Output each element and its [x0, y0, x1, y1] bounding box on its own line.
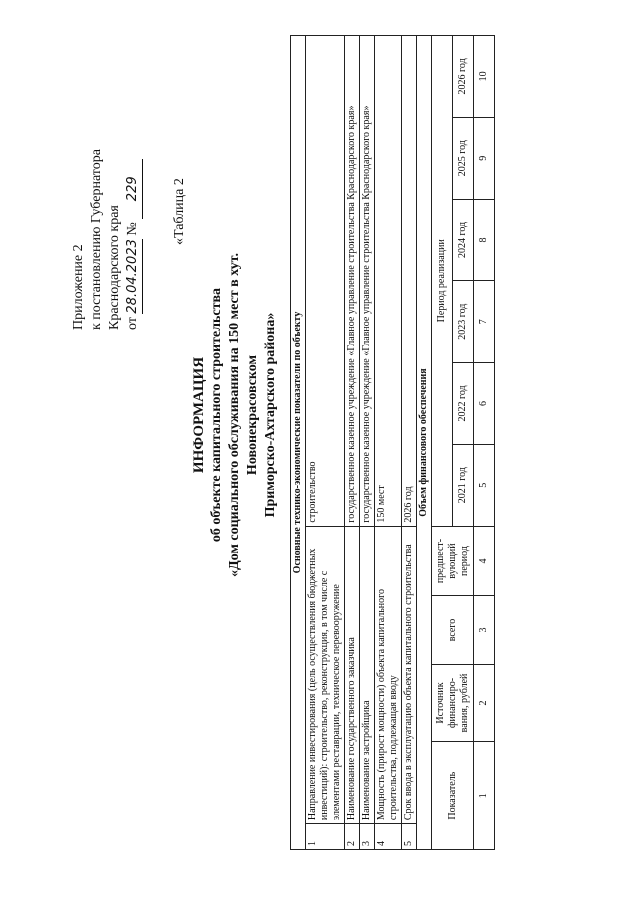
column-number: 10	[474, 36, 495, 118]
table-label: «Таблица 2	[172, 178, 187, 245]
table-row	[345, 36, 360, 850]
number-value: 229	[124, 159, 143, 219]
heading-line-4: Приморско-Ахтарского района»	[263, 312, 278, 518]
row-value: 2026 год	[402, 36, 417, 527]
column-number: 9	[474, 117, 495, 199]
section-2-row	[417, 36, 432, 850]
column-number: 2	[474, 664, 495, 742]
row-label: Срок ввода в эксплуатацию объекта капитального строительства	[402, 526, 417, 824]
header-year: 2022 год	[453, 363, 474, 445]
row-label: Мощность (прирост мощности) объекта капитального строительства, подлежащая вводу	[375, 526, 402, 824]
appendix-line-3: Краснодарского края	[107, 205, 122, 330]
row-value: государственное казенное учреждение «Главное управление строительства Краснодарского края»	[360, 36, 375, 527]
column-number: 1	[474, 742, 495, 850]
column-numbers-row	[474, 36, 495, 850]
column-number: 3	[474, 596, 495, 664]
number-prefix: №	[125, 222, 140, 236]
object-info-table	[290, 35, 495, 850]
row-label: Наименование государственного заказчика	[345, 526, 360, 824]
table-row	[306, 36, 345, 850]
row-label: Направление инвестирования (цель осуществления бюджетных инвестиций): строительство, реконструкция, в том числе с элементами реставрации, техническое перевооружение	[306, 526, 345, 824]
heading-line-2: об объекте капитального строительства	[209, 287, 224, 543]
column-number: 4	[474, 526, 495, 596]
header-year: 2024 год	[453, 199, 474, 281]
fin-header-row	[432, 36, 453, 850]
row-number: 5	[402, 824, 417, 850]
appendix-date-line	[124, 149, 143, 330]
date-prefix: от	[125, 317, 140, 330]
section-1-title: Основные технико-экономические показатели по объекту	[291, 36, 306, 850]
header-period: Период реализации	[432, 36, 453, 527]
document-heading	[190, 195, 280, 635]
row-value: строительство	[306, 36, 345, 527]
section-2-title: Объем финансового обеспечения	[417, 36, 432, 850]
heading-line-3: «Дом социального обслуживания на 150 мест в хут. Новонекрасовском	[227, 253, 260, 578]
row-value: государственное казенное учреждение «Главное управление строительства Краснодарского края»	[345, 36, 360, 527]
appendix-line-1: Приложение 2	[71, 244, 86, 330]
appendix-note	[70, 149, 143, 330]
heading-title: ИНФОРМАЦИЯ	[191, 356, 207, 474]
table-row	[375, 36, 402, 850]
header-total: всего	[432, 596, 474, 664]
header-source: Источник финансиро-вания, рублей	[432, 664, 474, 742]
date-value: 28.04.2023	[124, 239, 143, 313]
table-row	[402, 36, 417, 850]
header-year: 2025 год	[453, 117, 474, 199]
appendix-line-2: к постановлению Губернатора	[89, 149, 104, 330]
row-number: 2	[345, 824, 360, 850]
row-number: 1	[306, 824, 345, 850]
row-value: 150 мест	[375, 36, 402, 527]
header-year: 2026 год	[453, 36, 474, 118]
table-row	[360, 36, 375, 850]
header-previous: предшест-вующий период	[432, 526, 474, 596]
header-year: 2021 год	[453, 444, 474, 526]
header-year: 2023 год	[453, 281, 474, 363]
section-1-row	[291, 36, 306, 850]
column-number: 6	[474, 363, 495, 445]
header-indicator: Показатель	[432, 742, 474, 850]
row-number: 4	[375, 824, 402, 850]
row-label: Наименование застройщика	[360, 526, 375, 824]
column-number: 8	[474, 199, 495, 281]
column-number: 5	[474, 444, 495, 526]
column-number: 7	[474, 281, 495, 363]
row-number: 3	[360, 824, 375, 850]
